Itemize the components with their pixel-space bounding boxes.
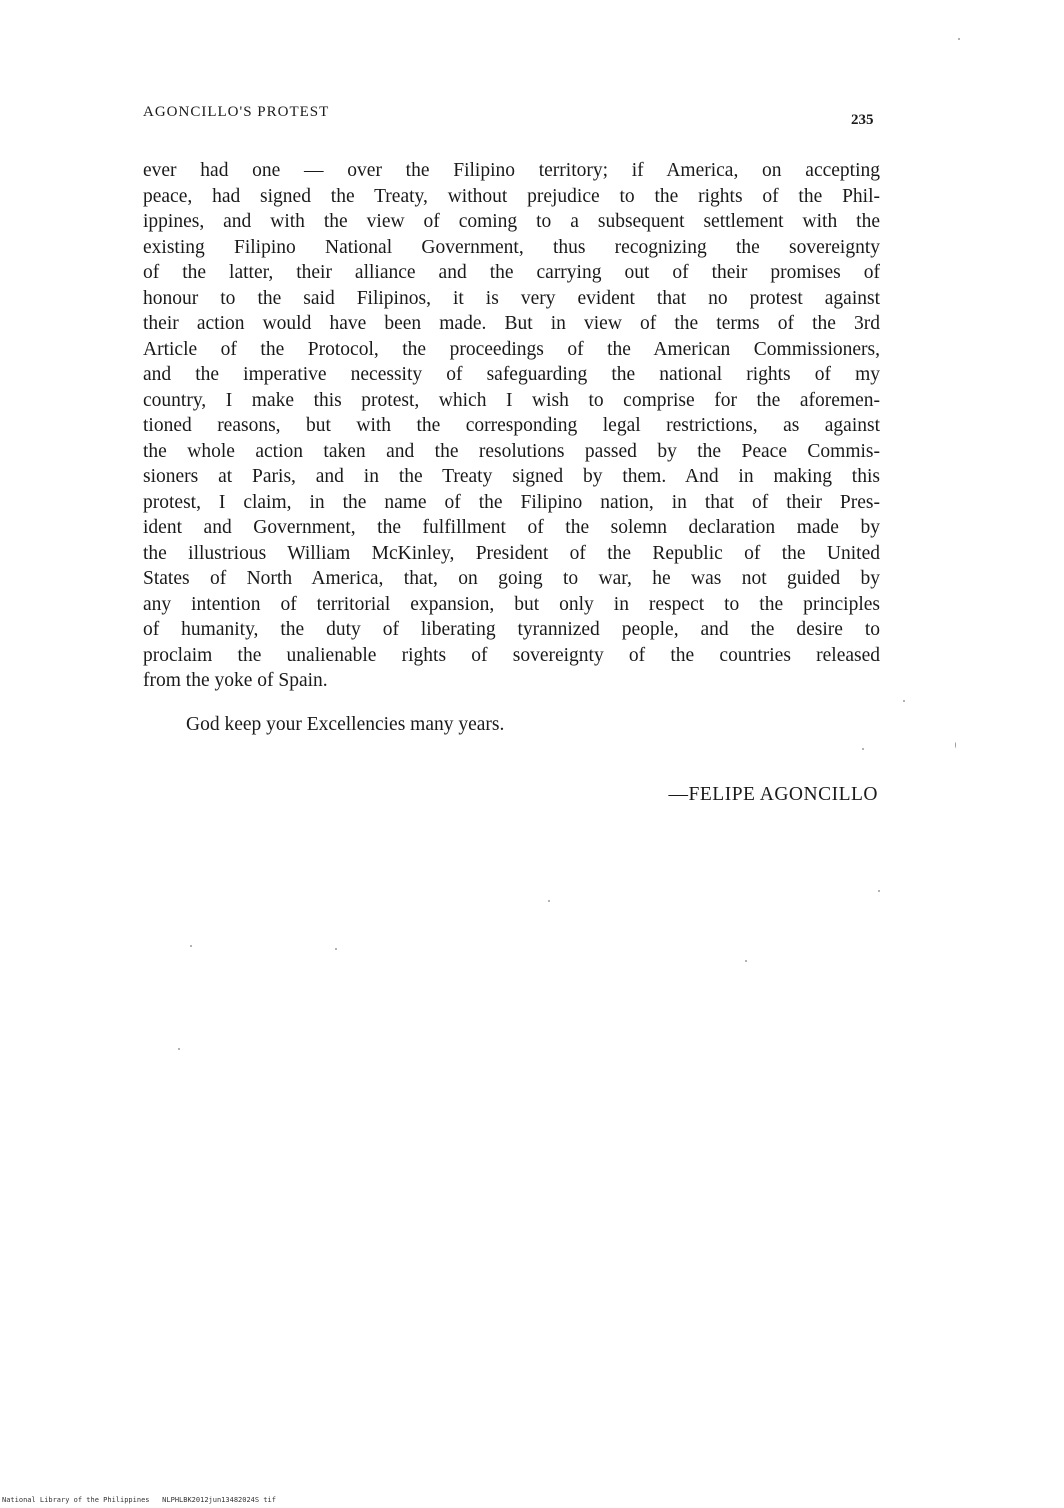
scan-speck [878,890,880,892]
scan-speck [862,748,864,750]
scan-speck [958,38,960,40]
page-number: 235 [851,112,874,128]
body-line: of humanity, the duty of liberating tyrannized people, and the desire to [143,619,880,640]
closing-line: God keep your Excellencies many years. [186,714,505,735]
body-line: ippines, and with the view of coming to a subsequent settlement with the [143,211,880,232]
scan-speck [745,960,747,962]
body-line: from the yoke of Spain. [143,670,328,691]
body-line: honour to the said Filipinos, it is very evident that no protest against [143,287,880,309]
scan-footer [2,1496,276,1504]
body-line: ident and Government, the fulfillment of the solemn declaration made by [143,517,880,538]
scan-speck [903,700,905,702]
signature: —FELIPE AGONCILLO [668,784,878,805]
scan-speck [548,900,550,902]
body-line: their action would have been made. But in view of the terms of the 3rd [143,313,880,334]
body-line: any intention of territorial expansion, but only in respect to the principles [143,593,880,615]
body-line: and the imperative necessity of safeguarding the national rights of my [143,364,880,385]
scan-speck [190,945,192,947]
body-line: existing Filipino National Government, thus recognizing the sovereignty [143,236,880,258]
body-line: the whole action taken and the resolutions passed by the Peace Commis- [143,440,880,462]
body-line: States of North America, that, on going to war, he was not guided by [143,568,880,589]
body-line: ever had one — over the Filipino territory; if America, on accepting [143,160,880,181]
scan-speck [178,1048,180,1050]
body-line: sioners at Paris, and in the Treaty signed by them. And in making this [143,466,880,487]
body-line: country, I make this protest, which I wish to comprise for the aforemen- [143,389,880,411]
body-line: protest, I claim, in the name of the Filipino nation, in that of their Pres- [143,491,880,513]
scan-speck [335,948,337,950]
footer-filename: NLPHLBK2012jun13482024S tif [162,1496,276,1504]
body-line: tioned reasons, but with the corresponding legal restrictions, as against [143,415,880,436]
body-line: proclaim the unalienable rights of sovereignty of the countries released [143,644,880,666]
running-head: AGONCILLO'S PROTEST [143,104,330,120]
body-line: of the latter, their alliance and the carrying out of their promises of [143,262,880,283]
body-line: the illustrious William McKinley, President of the Republic of the United [143,542,880,564]
body-line: Article of the Protocol, the proceedings of the American Commissioners, [143,338,880,360]
body-text [143,158,880,694]
scan-speck [955,742,956,748]
footer-library: National Library of the Philippines [2,1496,150,1504]
body-line: peace, had signed the Treaty, without prejudice to the rights of the Phil- [143,185,880,207]
